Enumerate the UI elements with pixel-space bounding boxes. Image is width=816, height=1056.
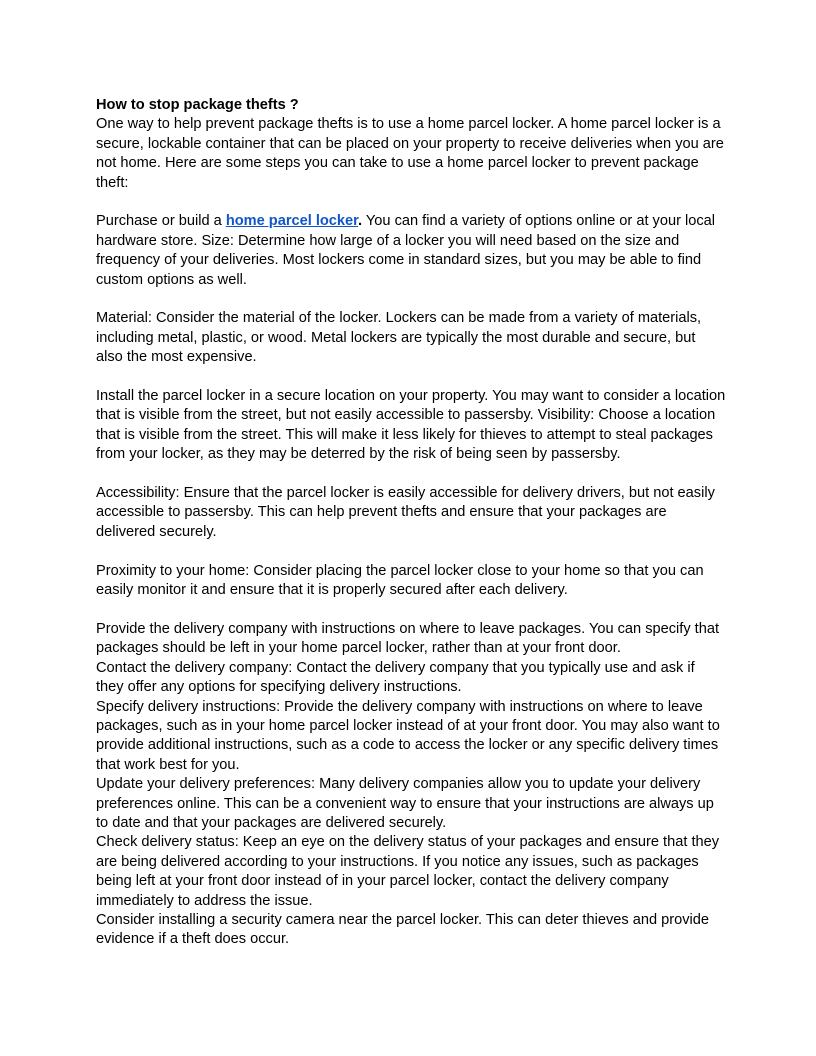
paragraph-spacer [96, 193, 726, 212]
update-preferences-paragraph: Update your delivery preferences: Many delivery companies allow you to update your delivery preferences online. This can be a convenient way to ensure that your instructions are always up to date and that your packages are delivered securely. [96, 776, 714, 831]
paragraph-spacer [96, 542, 726, 561]
purchase-link-period: . [358, 213, 363, 230]
paragraph-spacer [96, 368, 726, 387]
check-status-paragraph: Check delivery status: Keep an eye on the delivery status of your packages and ensure that they are being delivered according to your instructions. If you notice any issues, such as packages being left at your front door instead of in your parcel locker, contact the delivery company immediately to address the issue. [96, 834, 720, 909]
proximity-paragraph: Proximity to your home: Consider placing the parcel locker close to your home so that you can easily monitor it and ensure that it is properly secured after each delivery. [96, 562, 704, 599]
paragraph-spacer [96, 600, 726, 619]
purchase-text-before-link: Purchase or build a [96, 213, 226, 230]
purchase-text-after-link: You can find a variety of options online or at your local hardware store. Size: Determine how large of a locker you will need based on the size and frequency of your deliveries. Most lockers come in standard sizes, but you may be able to find custom options as well. [96, 213, 716, 288]
security-camera-paragraph: Consider installing a security camera near the parcel locker. This can deter thieves and provide evidence if a theft does occur. [96, 911, 709, 948]
provide-instructions-paragraph: Provide the delivery company with instructions on where to leave packages. You can specify that packages should be left in your home parcel locker, rather than at your front door. [96, 620, 720, 657]
paragraph-spacer [96, 465, 726, 484]
document-page [96, 96, 726, 950]
paragraph-spacer [96, 290, 726, 309]
accessibility-paragraph: Accessibility: Ensure that the parcel locker is easily accessible for delivery drivers, but not easily accessible to passersby. This can help prevent thefts and ensure that your packages are delivered securely. [96, 485, 715, 540]
purchase-paragraph [96, 212, 726, 290]
material-paragraph: Material: Consider the material of the locker. Lockers can be made from a variety of materials, including metal, plastic, or wood. Metal lockers are typically the most durable and secure, but also the most expensive. [96, 310, 702, 366]
home-parcel-locker-link[interactable]: home parcel locker [225, 213, 359, 230]
contact-company-paragraph: Contact the delivery company: Contact the delivery company that you typically use and ask if they offer any options for specifying delivery instructions. [96, 659, 695, 696]
intro-paragraph: One way to help prevent package thefts is to use a home parcel locker. A home parcel locker is a secure, lockable container that can be placed on your property to receive deliveries when you are not home. Here are some steps you can take to use a home parcel locker to prevent package theft: [96, 116, 724, 191]
install-paragraph: Install the parcel locker in a secure location on your property. You may want to consider a location that is visible from the street, but not easily accessible to passersby. Visibility: Choose a location that is visible from the street. This will make it less likely for thieves to attempt to steal packages from your locker, as they may be deterred by the risk of being seen by passersby. [96, 388, 726, 463]
document-title: How to stop package thefts ? [96, 97, 299, 113]
specify-instructions-paragraph: Specify delivery instructions: Provide the delivery company with instructions on where to leave packages, such as in your home parcel locker instead of at your front door. You may also want to provide additional instructions, such as a code to access the locker or any specific delivery times that work best for you. [96, 698, 720, 773]
